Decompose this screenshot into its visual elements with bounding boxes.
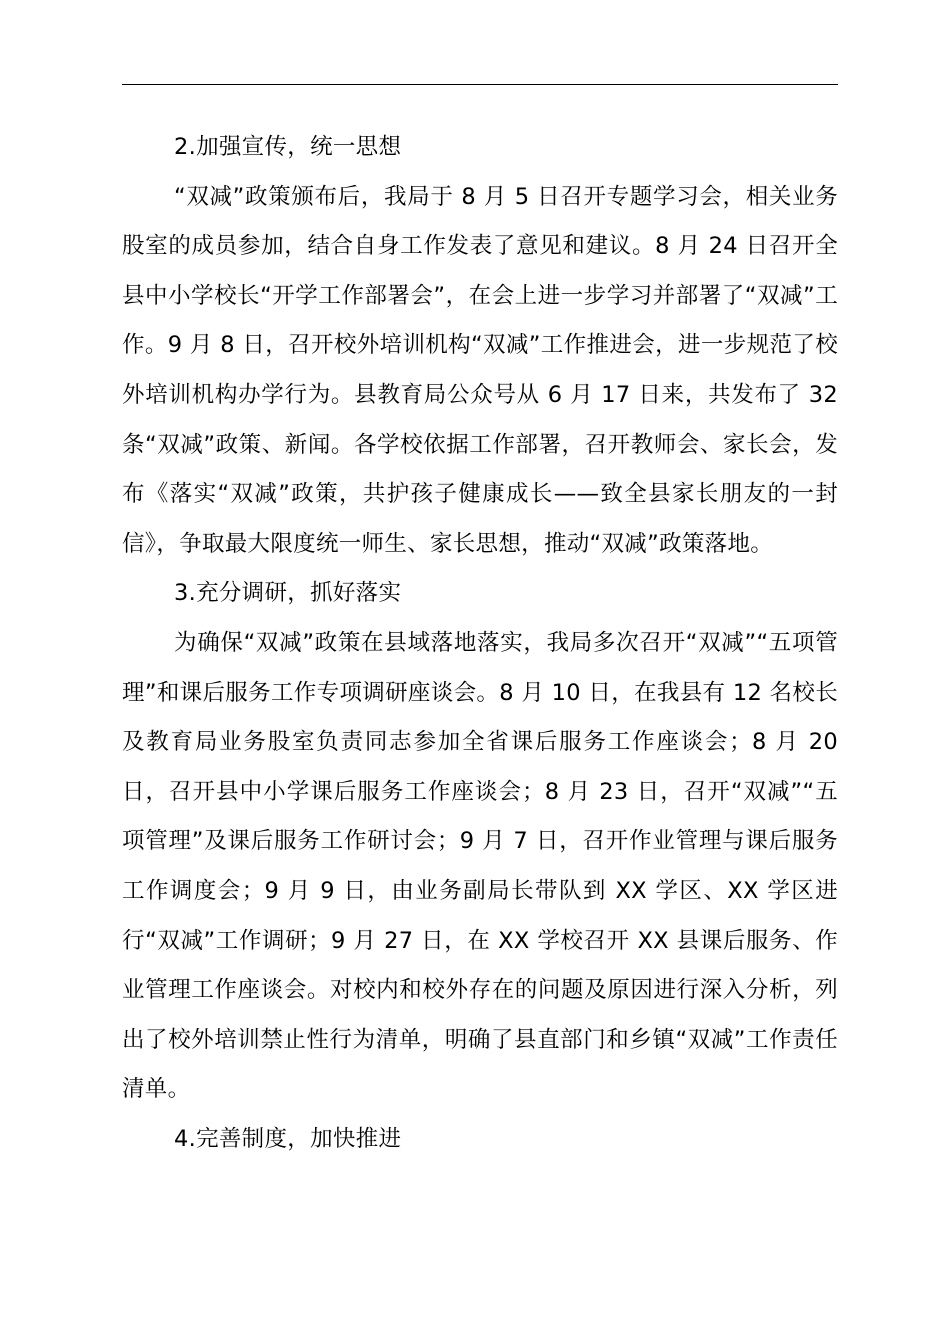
section-paragraph-2: “双减”政策颁布后，我局于 8 月 5 日召开专题学习会，相关业务股室的成员参加，结合自身工作发表了意见和建议。8 月 24 日召开全县中小学校长“开学工作部署会”，在会上进一步学习并部署了“双减”工作。9 月 8 日，召开校外培训机构“双减”工作推进会，进一步规范了校外培训机构办学行为。县教育局公众号从 6 月 17 日来，共发布了 32 条“双减”政策、新闻。各学校依据工作部署，召开教师会、家长会，发布《落实“双减”政策，共护孩子健康成长——致全县家长朋友的一封信》，争取最大限度统一师生、家长思想，推动“双减”政策落地。 bbox=[122, 183, 838, 557]
section-heading-2: 2.加强宣传，统一思想 bbox=[174, 134, 402, 160]
document-body bbox=[122, 123, 838, 1164]
section-heading-3: 3.充分调研，抓好落实 bbox=[174, 580, 402, 607]
section-paragraph-3: 为确保“双减”政策在县域落地落实，我局多次召开“双减”“五项管理”和课后服务工作专项调研座谈会。8 月 10 日，在我县有 12 名校长及教育局业务股室负责同志参加全省课后服务工作座谈会；8 月 20 日，召开县中小学课后服务工作座谈会；8 月 23 日，召开“双减”“五项管理”及课后服务工作研讨会；9 月 7 日，召开作业管理与课后服务工作调度会；9 月 9 日，由业务副局长带队到 XX 学区、XX 学区进行“双减”工作调研；9 月 27 日，在 XX 学校召开 XX 县课后服务、作业管理工作座谈会。对校内和校外存在的问题及原因进行深入分析，列出了校外培训禁止性行为清单，明确了县直部门和乡镇“双减”工作责任清单。 bbox=[122, 629, 838, 1103]
header-rule bbox=[122, 84, 838, 85]
section-heading-4: 4.完善制度，加快推进 bbox=[174, 1125, 402, 1152]
